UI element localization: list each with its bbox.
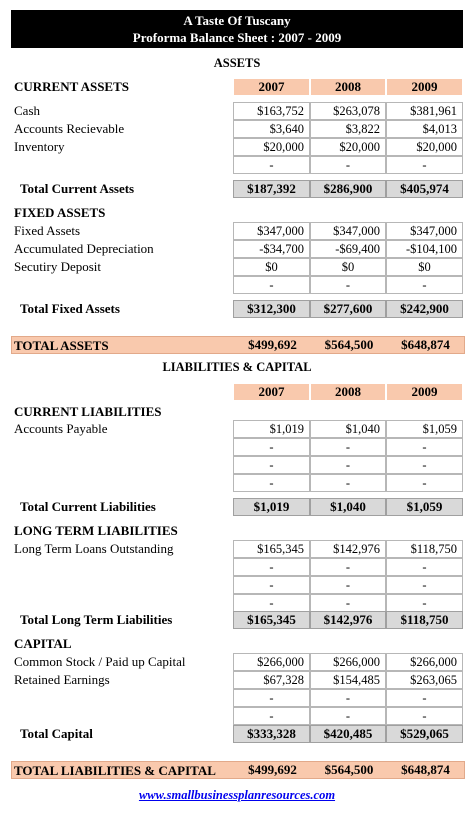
grand-total-cell: $564,500 (324, 337, 374, 352)
total-row (11, 300, 465, 318)
grand-total-cell: $564,500 (324, 762, 374, 777)
current-assets-heading: CURRENT ASSETS (14, 79, 130, 94)
value-cell: - (386, 276, 463, 294)
value-cell: - (310, 156, 386, 174)
value-cell: - (233, 594, 310, 612)
current-liabilities-heading: CURRENT LIABILITIES (14, 404, 162, 419)
value-cell: - (310, 689, 386, 707)
total-cell: $529,065 (386, 725, 463, 743)
total-cell: $286,900 (310, 180, 386, 198)
row-label: Fixed Assets (14, 223, 81, 238)
grand-total-cell: $648,874 (401, 337, 450, 352)
total-row (11, 725, 465, 743)
total-cell: $333,328 (233, 725, 310, 743)
value-cell: - (233, 156, 310, 174)
total-cell: $312,300 (233, 300, 310, 318)
value-cell: $4,013 (386, 120, 463, 138)
total-cell: $1,019 (233, 498, 310, 516)
grand-total-cell: $648,874 (401, 762, 450, 777)
table-row (11, 258, 465, 276)
total-cell: $420,485 (310, 725, 386, 743)
capital-heading: CAPITAL (14, 636, 72, 651)
total-cell: $242,900 (386, 300, 463, 318)
row-label: Long Term Loans Outstanding (14, 541, 174, 556)
table-row (11, 438, 465, 456)
total-liabilities-capital-band (11, 761, 465, 779)
value-cell: $0 (310, 258, 386, 276)
value-cell: -$104,100 (386, 240, 463, 258)
row-label: Accounts Payable (14, 421, 108, 436)
value-cell: -$69,400 (310, 240, 386, 258)
value-cell: $0 (386, 258, 463, 276)
total-row (11, 180, 465, 198)
value-cell: $347,000 (386, 222, 463, 240)
table-row (11, 576, 465, 594)
total-cell: $1,059 (386, 498, 463, 516)
fixed-assets-heading: FIXED ASSETS (14, 205, 106, 220)
section-header-row (11, 403, 465, 421)
value-cell: $1,059 (386, 420, 463, 438)
table-row (11, 102, 465, 120)
row-label: Cash (14, 103, 40, 118)
value-cell: - (386, 456, 463, 474)
year-header: 2009 (386, 78, 463, 96)
value-cell: $3,640 (233, 120, 310, 138)
table-row (11, 653, 465, 671)
table-row (11, 558, 465, 576)
value-cell: - (386, 576, 463, 594)
value-cell: $20,000 (386, 138, 463, 156)
value-cell: - (233, 276, 310, 294)
value-cell: - (386, 707, 463, 725)
total-row (11, 498, 465, 516)
total-cell: $142,976 (310, 611, 386, 629)
total-label: Total Capital (20, 726, 93, 741)
value-cell: - (233, 456, 310, 474)
sheet-title: Proforma Balance Sheet : 2007 - 2009 (132, 30, 342, 45)
total-label: Total Long Term Liabilities (20, 612, 173, 627)
section-header-row (11, 204, 465, 222)
row-label: Inventory (14, 139, 65, 154)
value-cell: $263,065 (386, 671, 463, 689)
year-header: 2008 (310, 383, 386, 401)
value-cell: - (386, 689, 463, 707)
grand-total-cell: $499,692 (248, 762, 297, 777)
table-row (11, 420, 465, 438)
value-cell: $3,822 (310, 120, 386, 138)
value-cell: - (310, 276, 386, 294)
current-assets-header-row (11, 78, 465, 96)
table-row (11, 456, 465, 474)
total-assets-label: TOTAL ASSETS (14, 338, 109, 353)
title-banner (11, 10, 463, 48)
table-row (11, 276, 465, 294)
table-row (11, 594, 465, 612)
value-cell: $20,000 (233, 138, 310, 156)
value-cell: $1,040 (310, 420, 386, 438)
total-cell: $1,040 (310, 498, 386, 516)
value-cell: - (233, 558, 310, 576)
row-label: Accumulated Depreciation (14, 241, 154, 256)
value-cell: $142,976 (310, 540, 386, 558)
table-row (11, 156, 465, 174)
total-cell: $187,392 (233, 180, 310, 198)
total-label: Total Current Liabilities (20, 499, 156, 514)
value-cell: - (233, 576, 310, 594)
value-cell: $20,000 (310, 138, 386, 156)
table-row (11, 120, 465, 138)
long-term-liabilities-heading: LONG TERM LIABILITIES (14, 523, 178, 538)
year-header-row (11, 383, 465, 401)
grand-total-cell: $499,692 (248, 337, 297, 352)
table-row (11, 707, 465, 725)
value-cell: - (310, 456, 386, 474)
section-header-row (11, 522, 465, 540)
value-cell: - (233, 689, 310, 707)
liabilities-capital-heading: LIABILITIES & CAPITAL (162, 360, 312, 374)
assets-heading: ASSETS (213, 56, 261, 70)
total-liabilities-capital-label: TOTAL LIABILITIES & CAPITAL (14, 763, 216, 778)
value-cell: $347,000 (310, 222, 386, 240)
website-link[interactable]: www.smallbusinessplanresources.com (138, 788, 336, 802)
value-cell: $347,000 (233, 222, 310, 240)
year-header: 2007 (233, 78, 310, 96)
value-cell: - (310, 474, 386, 492)
table-row (11, 222, 465, 240)
value-cell: - (310, 707, 386, 725)
year-header: 2007 (233, 383, 310, 401)
value-cell: $266,000 (310, 653, 386, 671)
value-cell: - (386, 594, 463, 612)
value-cell: $67,328 (233, 671, 310, 689)
value-cell: - (386, 558, 463, 576)
company-name: A Taste Of Tuscany (183, 13, 291, 28)
total-label: Total Current Assets (20, 181, 135, 196)
value-cell: - (233, 707, 310, 725)
total-cell: $277,600 (310, 300, 386, 318)
value-cell: - (386, 474, 463, 492)
year-header: 2008 (310, 78, 386, 96)
value-cell: $1,019 (233, 420, 310, 438)
row-label: Secutiry Deposit (14, 259, 102, 274)
value-cell: - (310, 576, 386, 594)
value-cell: $0 (233, 258, 310, 276)
table-row (11, 671, 465, 689)
value-cell: - (310, 438, 386, 456)
total-label: Total Fixed Assets (20, 301, 120, 316)
value-cell: $263,078 (310, 102, 386, 120)
value-cell: - (386, 438, 463, 456)
value-cell: - (386, 156, 463, 174)
value-cell: -$34,700 (233, 240, 310, 258)
value-cell: $381,961 (386, 102, 463, 120)
value-cell: $163,752 (233, 102, 310, 120)
table-row (11, 540, 465, 558)
total-cell: $165,345 (233, 611, 310, 629)
value-cell: - (233, 438, 310, 456)
row-label: Accounts Recievable (14, 121, 125, 136)
value-cell: $154,485 (310, 671, 386, 689)
value-cell: - (310, 558, 386, 576)
row-label: Common Stock / Paid up Capital (14, 654, 186, 669)
value-cell: - (233, 474, 310, 492)
value-cell: $118,750 (386, 540, 463, 558)
value-cell: $165,345 (233, 540, 310, 558)
year-header: 2009 (386, 383, 463, 401)
table-row (11, 474, 465, 492)
value-cell: $266,000 (386, 653, 463, 671)
table-row (11, 240, 465, 258)
row-label: Retained Earnings (14, 672, 110, 687)
total-assets-band (11, 336, 465, 354)
value-cell: - (310, 594, 386, 612)
total-cell: $118,750 (386, 611, 463, 629)
value-cell: $266,000 (233, 653, 310, 671)
table-row (11, 138, 465, 156)
total-row (11, 611, 465, 629)
table-row (11, 689, 465, 707)
section-header-row (11, 635, 465, 653)
total-cell: $405,974 (386, 180, 463, 198)
